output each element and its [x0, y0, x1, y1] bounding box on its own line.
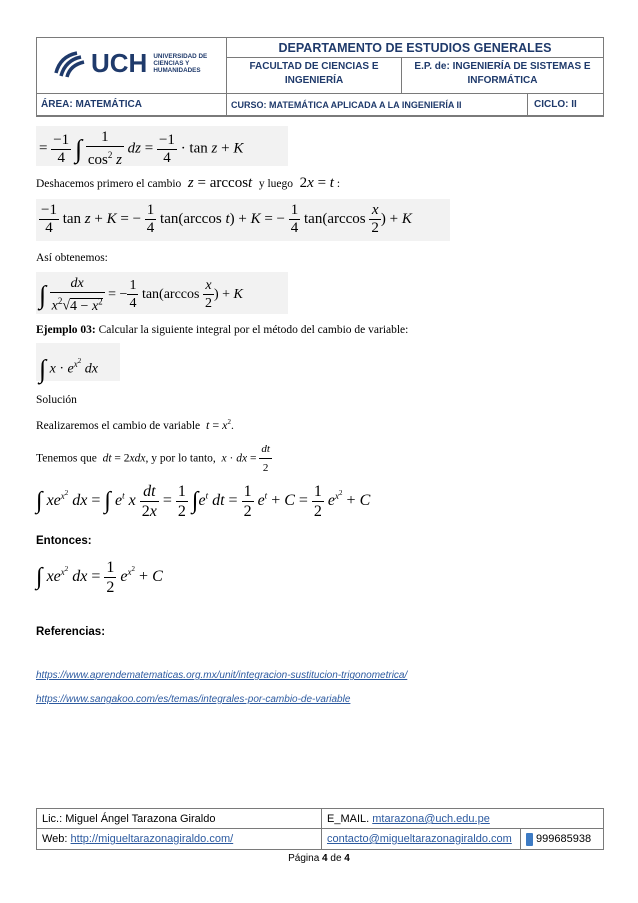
department-title: DEPARTAMENTO DE ESTUDIOS GENERALES: [226, 37, 604, 58]
contact-link[interactable]: contacto@migueltarazonagiraldo.com: [327, 833, 512, 845]
faculty-name: FACULTAD DE CIENCIAS E INGENIERÍA: [226, 57, 402, 94]
formula-image-4: ∫ $x \cdot e^{x^2}$ dx: [36, 343, 120, 381]
phone-icon: [526, 833, 533, 846]
obtain-text: Así obtenemos:: [36, 252, 108, 264]
author-name: Lic.: Miguel Ángel Tarazona Giraldo: [36, 808, 322, 829]
phone-number: 999685938: [536, 833, 592, 845]
logo-text: UCH: [91, 48, 148, 78]
formula-image-1: = $\frac{-1}{4}$ ∫ $\frac{1}{\cos^2 z}$ dz = $\frac{-1}{4}$ · tan z + K: [36, 126, 288, 166]
school-name: E.P. de: INGENIERÍA DE SISTEMAS E INFORMÁTICA: [401, 57, 604, 94]
example-statement: Ejemplo 03: Calcular la siguiente integral por el método del cambio de variable:: [36, 324, 409, 336]
reference-link-1[interactable]: https://www.aprendematematicas.org.mx/unit/integracion-sustitucion-trigonometrica/: [36, 670, 408, 681]
variable-change-text: Realizaremos el cambio de variable $t = x^2$.: [36, 418, 234, 432]
formula-image-3: ∫ $\frac{dx}{x^2√4 - x^2}$ = − $\frac{1}{4}$ tan(arccos $\frac{x}{2}$ ) + K: [36, 272, 288, 314]
logo-subtitle: UNIVERSIDAD DE CIENCIAS Y HUMANIDADES: [153, 53, 208, 74]
formula-image-2: $\frac{-1}{4}$ tan z + K = − $\frac{1}{4}$ tan(arccos t) + K = − $\frac{1}{4}$ tan(arccos $\frac{x}{2}$ ) + K: [36, 199, 450, 241]
then-heading: Entonces:: [36, 535, 92, 547]
phone-cell: [520, 828, 604, 850]
contact-cell: [321, 828, 521, 850]
differential-text: Tenemos que dt = 2xdx, y por lo tanto, x · dx = $\frac{dt}{2}$: [36, 440, 272, 477]
area-label: ÁREA: MATEMÁTICA: [36, 93, 227, 116]
email-cell: E_MAIL. mtarazona@uch.edu.pe: [321, 808, 604, 829]
page-number: Página 4 de 4: [288, 853, 350, 864]
course-label: CURSO: MATEMÁTICA APLICADA A LA INGENIERÍA II: [226, 93, 528, 116]
solution-heading: Solución: [36, 394, 77, 406]
uch-logo: [53, 48, 207, 79]
references-heading: Referencias:: [36, 626, 106, 638]
email-link[interactable]: mtarazona@uch.edu.pe: [372, 813, 490, 825]
reference-link-2[interactable]: https://www.sangakoo.com/es/temas/integrales-por-cambio-de-variable: [36, 694, 351, 705]
header-table: [36, 37, 604, 117]
cycle-label: CICLO: II: [527, 93, 604, 116]
uch-logo-icon: [53, 49, 87, 79]
example-label: Ejemplo 03:: [36, 324, 96, 336]
logo-cell: [36, 37, 227, 94]
undo-change-text: Deshacemos primero el cambio z = arccost y luego 2x = t :: [36, 175, 341, 191]
solution-equation: ∫ $xe^{x^2}$ dx = ∫ $e^t$ x $\frac{dt}{2x}$ = $\frac{1}{2}$ $\int e^t$ dt = $\frac{1}{2}$ $e^t + C$ = $\frac{1}{2}$ $e^{x^2} + C$: [36, 483, 371, 520]
web-cell: Web: http://migueltarazonagiraldo.com/: [36, 828, 322, 850]
web-link[interactable]: http://migueltarazonagiraldo.com/: [70, 833, 234, 845]
final-result: ∫ $xe^{x^2}$ dx = $\frac{1}{2}$ $e^{x^2} + C$: [36, 559, 163, 596]
footer-table: [36, 808, 604, 850]
